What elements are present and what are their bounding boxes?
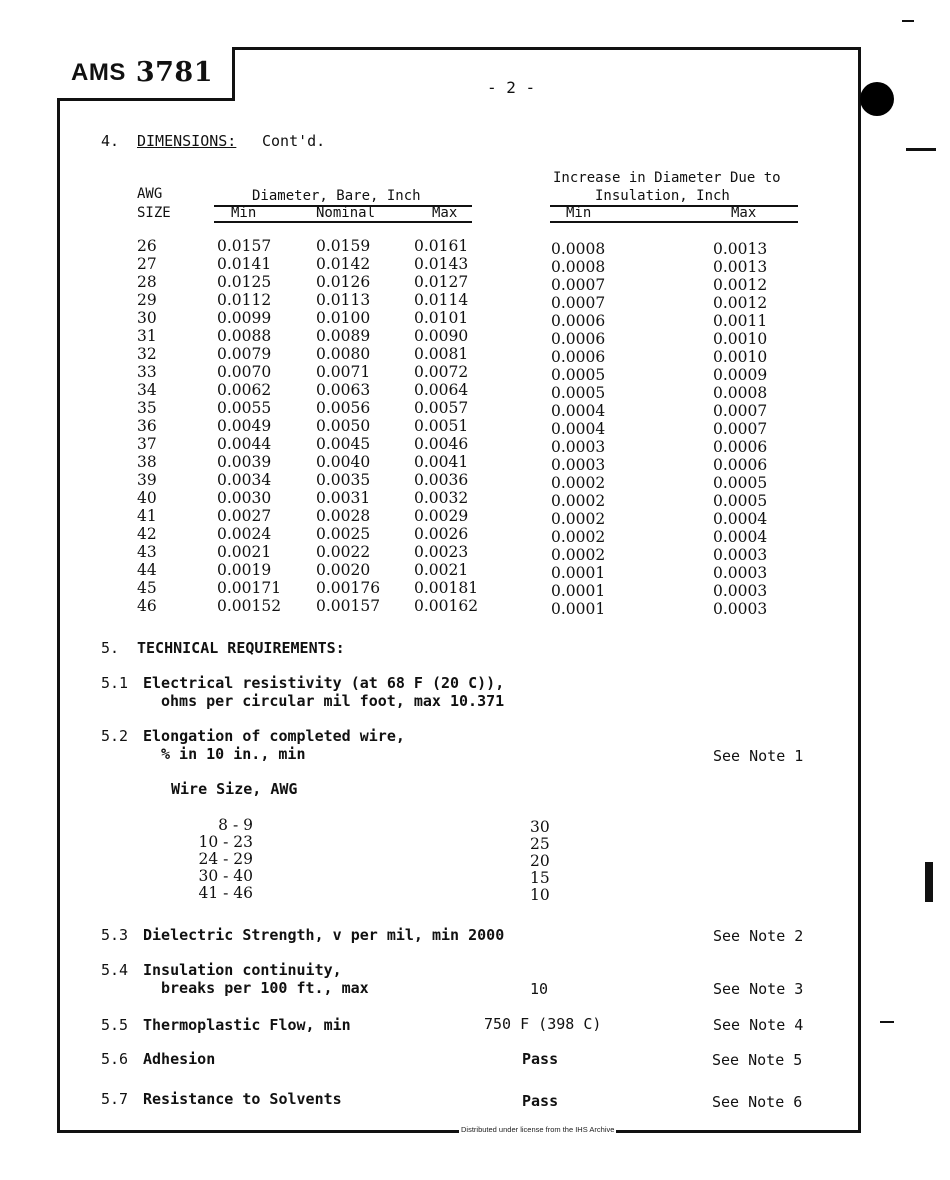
col-header-inc-max: Max xyxy=(731,205,757,221)
cell-increase-min: 0.0002 xyxy=(551,474,606,492)
cell-awg-size: 38 xyxy=(137,453,157,471)
cell-diameter-max: 0.0036 xyxy=(414,471,469,489)
scan-mark xyxy=(880,1021,894,1023)
cell-diameter-max: 0.0161 xyxy=(414,237,469,255)
page-number: - 2 - xyxy=(487,78,536,97)
cell-increase-max: 0.0003 xyxy=(713,546,768,564)
cell-diameter-min: 0.0079 xyxy=(217,345,272,363)
cell-diameter-nominal: 0.0050 xyxy=(316,417,371,435)
cell-increase-max: 0.0003 xyxy=(713,600,768,618)
cell-diameter-max: 0.0101 xyxy=(414,309,469,327)
cell-diameter-max: 0.0051 xyxy=(414,417,469,435)
cell-diameter-nominal: 0.0045 xyxy=(316,435,371,453)
cell-diameter-max: 0.00181 xyxy=(414,579,479,597)
cell-diameter-min: 0.00171 xyxy=(217,579,282,597)
section-5-2-note: See Note 1 xyxy=(713,747,804,765)
scan-mark xyxy=(906,148,936,151)
awg-header-line1: AWG xyxy=(137,186,163,202)
cell-increase-max: 0.0011 xyxy=(713,312,768,330)
cell-diameter-nominal: 0.0071 xyxy=(316,363,371,381)
cell-diameter-nominal: 0.0089 xyxy=(316,327,371,345)
cell-diameter-min: 0.0024 xyxy=(217,525,272,543)
cell-diameter-nominal: 0.0031 xyxy=(316,489,371,507)
cell-increase-max: 0.0005 xyxy=(713,492,768,510)
section-4-title: DIMENSIONS: xyxy=(137,132,237,150)
section-5-4-note: See Note 3 xyxy=(713,980,804,998)
cell-diameter-nominal: 0.0126 xyxy=(316,273,371,291)
section-5-4-number: 5.4 xyxy=(101,961,129,979)
cell-increase-max: 0.0003 xyxy=(713,582,768,600)
cell-diameter-min: 0.0030 xyxy=(217,489,272,507)
cell-awg-size: 40 xyxy=(137,489,157,507)
section-4-number: 4. xyxy=(101,132,120,150)
cell-diameter-nominal: 0.00176 xyxy=(316,579,381,597)
cell-increase-min: 0.0008 xyxy=(551,240,606,258)
cell-increase-min: 0.0005 xyxy=(551,366,606,384)
cell-diameter-nominal: 0.0080 xyxy=(316,345,371,363)
cell-awg-size: 28 xyxy=(137,273,157,291)
section-5-2-line2: % in 10 in., min xyxy=(161,745,306,763)
col-header-min: Min xyxy=(231,205,257,221)
cell-increase-min: 0.0002 xyxy=(551,492,606,510)
section-5-6-value: Pass xyxy=(522,1050,559,1068)
cell-diameter-max: 0.0032 xyxy=(414,489,469,507)
section-5-1-line1: Electrical resistivity (at 68 F (20 C)), xyxy=(143,674,505,692)
cell-increase-max: 0.0010 xyxy=(713,348,768,366)
cell-increase-min: 0.0002 xyxy=(551,510,606,528)
punch-hole-mark xyxy=(860,82,894,116)
cell-diameter-min: 0.0021 xyxy=(217,543,272,561)
cell-increase-max: 0.0004 xyxy=(713,528,768,546)
cell-increase-min: 0.0001 xyxy=(551,564,606,582)
section-5-7-number: 5.7 xyxy=(101,1090,129,1108)
cell-diameter-max: 0.0029 xyxy=(414,507,469,525)
section-4-suffix: Cont'd. xyxy=(262,132,326,150)
cell-diameter-min: 0.0027 xyxy=(217,507,272,525)
cell-diameter-max: 0.0081 xyxy=(414,345,469,363)
section-5-7-text: Resistance to Solvents xyxy=(143,1090,342,1108)
cell-awg-size: 35 xyxy=(137,399,157,417)
cell-increase-min: 0.0004 xyxy=(551,420,606,438)
cell-awg-size: 36 xyxy=(137,417,157,435)
awg-header-line2: SIZE xyxy=(137,205,171,221)
cell-diameter-nominal: 0.0020 xyxy=(316,561,371,579)
cell-awg-size: 42 xyxy=(137,525,157,543)
elongation-range: 30 - 40 xyxy=(198,867,253,885)
cell-increase-max: 0.0006 xyxy=(713,438,768,456)
cell-increase-min: 0.0003 xyxy=(551,456,606,474)
cell-diameter-nominal: 0.0022 xyxy=(316,543,371,561)
cell-diameter-max: 0.0114 xyxy=(414,291,469,309)
cell-awg-size: 41 xyxy=(137,507,157,525)
section-5-number: 5. xyxy=(101,639,120,657)
cell-increase-max: 0.0008 xyxy=(713,384,768,402)
cell-increase-max: 0.0013 xyxy=(713,240,768,258)
section-5-7-note: See Note 6 xyxy=(712,1093,803,1111)
cell-diameter-nominal: 0.0159 xyxy=(316,237,371,255)
cell-increase-max: 0.0003 xyxy=(713,564,768,582)
cell-increase-min: 0.0001 xyxy=(551,582,606,600)
cell-diameter-min: 0.0099 xyxy=(217,309,272,327)
elongation-value: 10 xyxy=(530,886,550,904)
cell-diameter-min: 0.0088 xyxy=(217,327,272,345)
elongation-range: 24 - 29 xyxy=(198,850,253,868)
col-header-max: Max xyxy=(432,205,458,221)
cell-increase-min: 0.0006 xyxy=(551,330,606,348)
cell-awg-size: 46 xyxy=(137,597,157,615)
cell-increase-max: 0.0009 xyxy=(713,366,768,384)
cell-awg-size: 34 xyxy=(137,381,157,399)
cell-awg-size: 33 xyxy=(137,363,157,381)
cell-diameter-nominal: 0.0025 xyxy=(316,525,371,543)
cell-diameter-min: 0.0112 xyxy=(217,291,272,309)
cell-diameter-nominal: 0.0035 xyxy=(316,471,371,489)
col-header-rule xyxy=(550,221,798,223)
cell-diameter-nominal: 0.0100 xyxy=(316,309,371,327)
cell-increase-min: 0.0005 xyxy=(551,384,606,402)
elongation-table-header: Wire Size, AWG xyxy=(171,780,298,798)
col-header-nominal: Nominal xyxy=(316,205,376,221)
section-5-5-number: 5.5 xyxy=(101,1016,129,1034)
elongation-value: 25 xyxy=(530,835,550,853)
cell-diameter-min: 0.0034 xyxy=(217,471,272,489)
section-5-title: TECHNICAL REQUIREMENTS: xyxy=(137,639,345,657)
cell-awg-size: 43 xyxy=(137,543,157,561)
cell-increase-min: 0.0002 xyxy=(551,528,606,546)
cell-increase-max: 0.0004 xyxy=(713,510,768,528)
cell-diameter-min: 0.0125 xyxy=(217,273,272,291)
cell-diameter-nominal: 0.0063 xyxy=(316,381,371,399)
elongation-value: 30 xyxy=(530,818,550,836)
cell-diameter-min: 0.0141 xyxy=(217,255,272,273)
section-5-7-value: Pass xyxy=(522,1092,559,1110)
section-5-3-text: Dielectric Strength, v per mil, min 2000 xyxy=(143,926,505,944)
cell-increase-min: 0.0004 xyxy=(551,402,606,420)
diameter-group-header: Diameter, Bare, Inch xyxy=(252,188,421,204)
license-footer: Distributed under license from the IHS Archive xyxy=(461,1125,615,1134)
cell-diameter-max: 0.0143 xyxy=(414,255,469,273)
cell-awg-size: 44 xyxy=(137,561,157,579)
increase-group-header-line2: Insulation, Inch xyxy=(595,188,730,204)
cell-diameter-max: 0.0072 xyxy=(414,363,469,381)
section-5-4-line1: Insulation continuity, xyxy=(143,961,342,979)
cell-diameter-max: 0.0026 xyxy=(414,525,469,543)
section-5-4-line2: breaks per 100 ft., max xyxy=(161,979,369,997)
cell-diameter-max: 0.0057 xyxy=(414,399,469,417)
cell-diameter-min: 0.00152 xyxy=(217,597,282,615)
cell-awg-size: 32 xyxy=(137,345,157,363)
cell-diameter-min: 0.0055 xyxy=(217,399,272,417)
section-5-5-note: See Note 4 xyxy=(713,1016,804,1034)
section-5-2-line1: Elongation of completed wire, xyxy=(143,727,405,745)
cell-diameter-min: 0.0019 xyxy=(217,561,272,579)
cell-increase-min: 0.0007 xyxy=(551,294,606,312)
cell-diameter-min: 0.0039 xyxy=(217,453,272,471)
cell-increase-min: 0.0001 xyxy=(551,600,606,618)
cell-awg-size: 37 xyxy=(137,435,157,453)
section-5-4-value: 10 xyxy=(530,980,549,998)
section-5-5-value: 750 F (398 C) xyxy=(484,1015,602,1033)
cell-awg-size: 45 xyxy=(137,579,157,597)
cell-awg-size: 26 xyxy=(137,237,157,255)
cell-increase-max: 0.0007 xyxy=(713,420,768,438)
cell-diameter-max: 0.0127 xyxy=(414,273,469,291)
cell-awg-size: 30 xyxy=(137,309,157,327)
cell-awg-size: 27 xyxy=(137,255,157,273)
section-5-6-number: 5.6 xyxy=(101,1050,129,1068)
cell-diameter-nominal: 0.0056 xyxy=(316,399,371,417)
cell-increase-min: 0.0002 xyxy=(551,546,606,564)
elongation-range: 8 - 9 xyxy=(218,816,253,834)
spec-number: 3781 xyxy=(135,57,213,88)
cell-diameter-min: 0.0044 xyxy=(217,435,272,453)
section-5-6-text: Adhesion xyxy=(143,1050,216,1068)
cell-increase-max: 0.0012 xyxy=(713,294,768,312)
spec-prefix: AMS xyxy=(71,58,126,86)
cell-diameter-nominal: 0.0028 xyxy=(316,507,371,525)
elongation-range: 41 - 46 xyxy=(198,884,253,902)
cell-increase-max: 0.0013 xyxy=(713,258,768,276)
cell-increase-max: 0.0006 xyxy=(713,456,768,474)
section-5-2-number: 5.2 xyxy=(101,727,129,745)
col-header-inc-min: Min xyxy=(566,205,592,221)
cell-diameter-max: 0.0041 xyxy=(414,453,469,471)
spec-number-box xyxy=(57,47,235,101)
cell-diameter-max: 0.0023 xyxy=(414,543,469,561)
cell-diameter-min: 0.0062 xyxy=(217,381,272,399)
section-5-1-line2: ohms per circular mil foot, max 10.371 xyxy=(161,692,505,710)
section-5-6-note: See Note 5 xyxy=(712,1051,803,1069)
cell-awg-size: 31 xyxy=(137,327,157,345)
cell-awg-size: 29 xyxy=(137,291,157,309)
col-header-rule xyxy=(214,221,472,223)
cell-increase-min: 0.0006 xyxy=(551,348,606,366)
cell-increase-min: 0.0007 xyxy=(551,276,606,294)
increase-group-header-line1: Increase in Diameter Due to xyxy=(553,170,781,186)
cell-diameter-nominal: 0.00157 xyxy=(316,597,381,615)
cell-awg-size: 39 xyxy=(137,471,157,489)
cell-diameter-min: 0.0070 xyxy=(217,363,272,381)
section-5-1-number: 5.1 xyxy=(101,674,129,692)
cell-diameter-max: 0.0046 xyxy=(414,435,469,453)
cell-diameter-max: 0.0090 xyxy=(414,327,469,345)
cell-diameter-nominal: 0.0142 xyxy=(316,255,371,273)
section-5-5-text: Thermoplastic Flow, min xyxy=(143,1016,351,1034)
cell-increase-max: 0.0007 xyxy=(713,402,768,420)
elongation-value: 20 xyxy=(530,852,550,870)
cell-diameter-min: 0.0049 xyxy=(217,417,272,435)
cell-diameter-max: 0.0021 xyxy=(414,561,469,579)
scan-mark xyxy=(902,20,914,22)
cell-increase-max: 0.0012 xyxy=(713,276,768,294)
section-5-3-number: 5.3 xyxy=(101,926,129,944)
cell-increase-max: 0.0010 xyxy=(713,330,768,348)
cell-increase-max: 0.0005 xyxy=(713,474,768,492)
section-5-3-note: See Note 2 xyxy=(713,927,804,945)
cell-diameter-max: 0.00162 xyxy=(414,597,479,615)
cell-increase-min: 0.0003 xyxy=(551,438,606,456)
cell-increase-min: 0.0008 xyxy=(551,258,606,276)
cell-diameter-min: 0.0157 xyxy=(217,237,272,255)
elongation-range: 10 - 23 xyxy=(198,833,253,851)
cell-diameter-max: 0.0064 xyxy=(414,381,469,399)
elongation-value: 15 xyxy=(530,869,550,887)
cell-diameter-nominal: 0.0113 xyxy=(316,291,371,309)
cell-increase-min: 0.0006 xyxy=(551,312,606,330)
cell-diameter-nominal: 0.0040 xyxy=(316,453,371,471)
scan-mark xyxy=(925,862,933,902)
